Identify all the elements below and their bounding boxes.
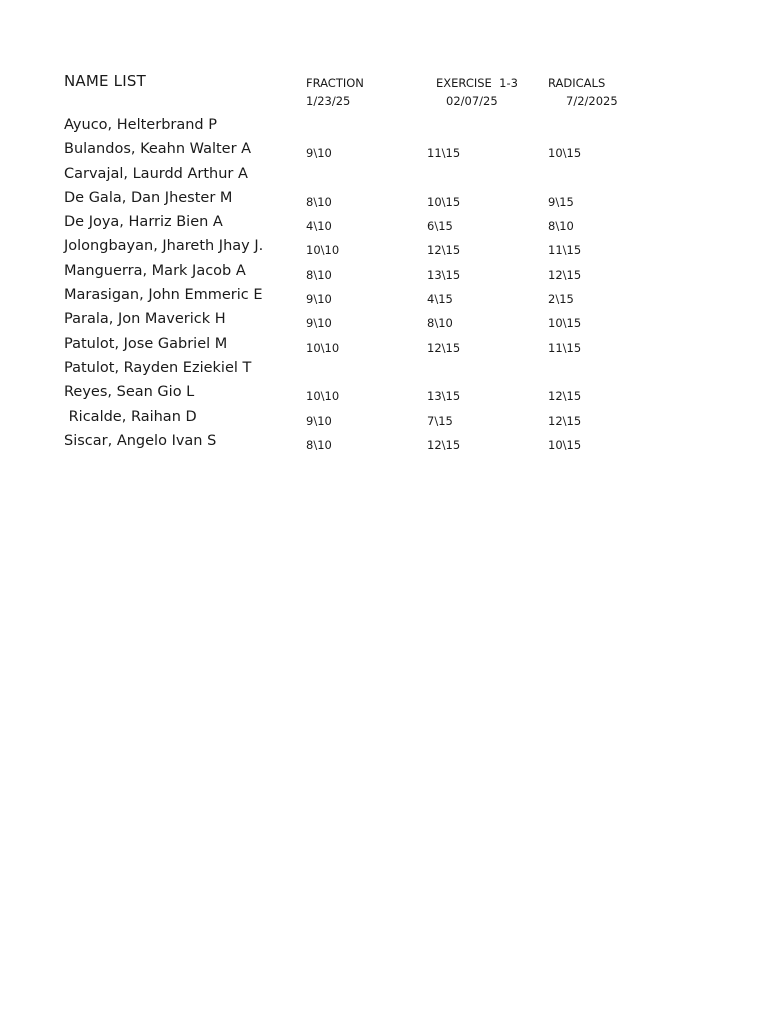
column-header-fraction: FRACTION	[306, 76, 364, 90]
student-row	[0, 114, 768, 138]
fraction-score: 8\10	[306, 267, 332, 282]
exercise-score: 10\15	[427, 194, 461, 209]
fraction-score: 9\10	[306, 146, 332, 161]
student-name: Carvajal, Laurdd Arthur A	[64, 165, 248, 182]
student-row	[0, 187, 768, 211]
student-row	[0, 284, 768, 308]
exercise-score: 12\15	[427, 340, 461, 355]
student-row	[0, 333, 768, 357]
student-row	[0, 235, 768, 259]
radicals-score: 10\15	[548, 146, 582, 161]
student-name: Siscar, Angelo Ivan S	[64, 432, 217, 449]
fraction-score: 10\10	[306, 243, 340, 258]
exercise-score: 11\15	[427, 146, 461, 161]
student-name: De Gala, Dan Jhester M	[64, 189, 233, 206]
exercise-score: 13\15	[427, 389, 461, 404]
student-row	[0, 381, 768, 405]
column-header-radicals: RADICALS	[548, 76, 606, 90]
student-name: De Joya, Harriz Bien A	[64, 214, 223, 231]
fraction-score: 9\10	[306, 292, 332, 307]
column-date-fraction: 1/23/25	[306, 94, 351, 108]
student-name: Ricalde, Raihan D	[64, 408, 197, 425]
student-row	[0, 138, 768, 162]
radicals-score: 12\15	[548, 389, 582, 404]
fraction-score: 9\10	[306, 413, 332, 428]
radicals-score: 10\15	[548, 316, 582, 331]
student-row	[0, 430, 768, 454]
student-name: Patulot, Rayden Eziekiel T	[64, 359, 252, 376]
student-row	[0, 406, 768, 430]
student-name: Parala, Jon Maverick H	[64, 311, 226, 328]
student-name: Jolongbayan, Jhareth Jhay J.	[64, 238, 264, 255]
student-name: Marasigan, John Emmeric E	[64, 287, 263, 304]
exercise-score: 12\15	[427, 243, 461, 258]
column-header-exercise: EXERCISE 1-3	[436, 76, 518, 90]
exercise-score: 8\10	[427, 316, 453, 331]
page-title: NAME LIST	[64, 72, 146, 90]
student-row	[0, 357, 768, 381]
exercise-score: 6\15	[427, 219, 453, 234]
fraction-score: 8\10	[306, 194, 332, 209]
exercise-score: 4\15	[427, 292, 453, 307]
column-date-radicals: 7/2/2025	[566, 94, 618, 108]
student-row	[0, 260, 768, 284]
student-name: Ayuco, Helterbrand P	[64, 117, 217, 133]
student-list	[0, 114, 768, 454]
radicals-score: 12\15	[548, 413, 582, 428]
fraction-score: 9\10	[306, 316, 332, 331]
student-row	[0, 308, 768, 332]
exercise-score: 7\15	[427, 413, 453, 428]
radicals-score: 8\10	[548, 219, 574, 234]
radicals-score: 11\15	[548, 243, 582, 258]
fraction-score: 10\10	[306, 340, 340, 355]
student-name: Patulot, Jose Gabriel M	[64, 335, 228, 352]
radicals-score: 10\15	[548, 437, 582, 452]
fraction-score: 4\10	[306, 219, 332, 234]
radicals-score: 11\15	[548, 340, 582, 355]
exercise-score: 13\15	[427, 267, 461, 282]
radicals-score: 12\15	[548, 267, 582, 282]
fraction-score: 10\10	[306, 389, 340, 404]
student-name: Bulandos, Keahn Walter A	[64, 141, 252, 158]
student-row	[0, 163, 768, 187]
exercise-score: 12\15	[427, 437, 461, 452]
student-row	[0, 211, 768, 235]
radicals-score: 9\15	[548, 194, 574, 209]
fraction-score: 8\10	[306, 437, 332, 452]
student-name: Manguerra, Mark Jacob A	[64, 262, 246, 279]
radicals-score: 2\15	[548, 292, 574, 307]
column-date-exercise: 02/07/25	[446, 94, 498, 108]
student-name: Reyes, Sean Gio L	[64, 384, 195, 401]
